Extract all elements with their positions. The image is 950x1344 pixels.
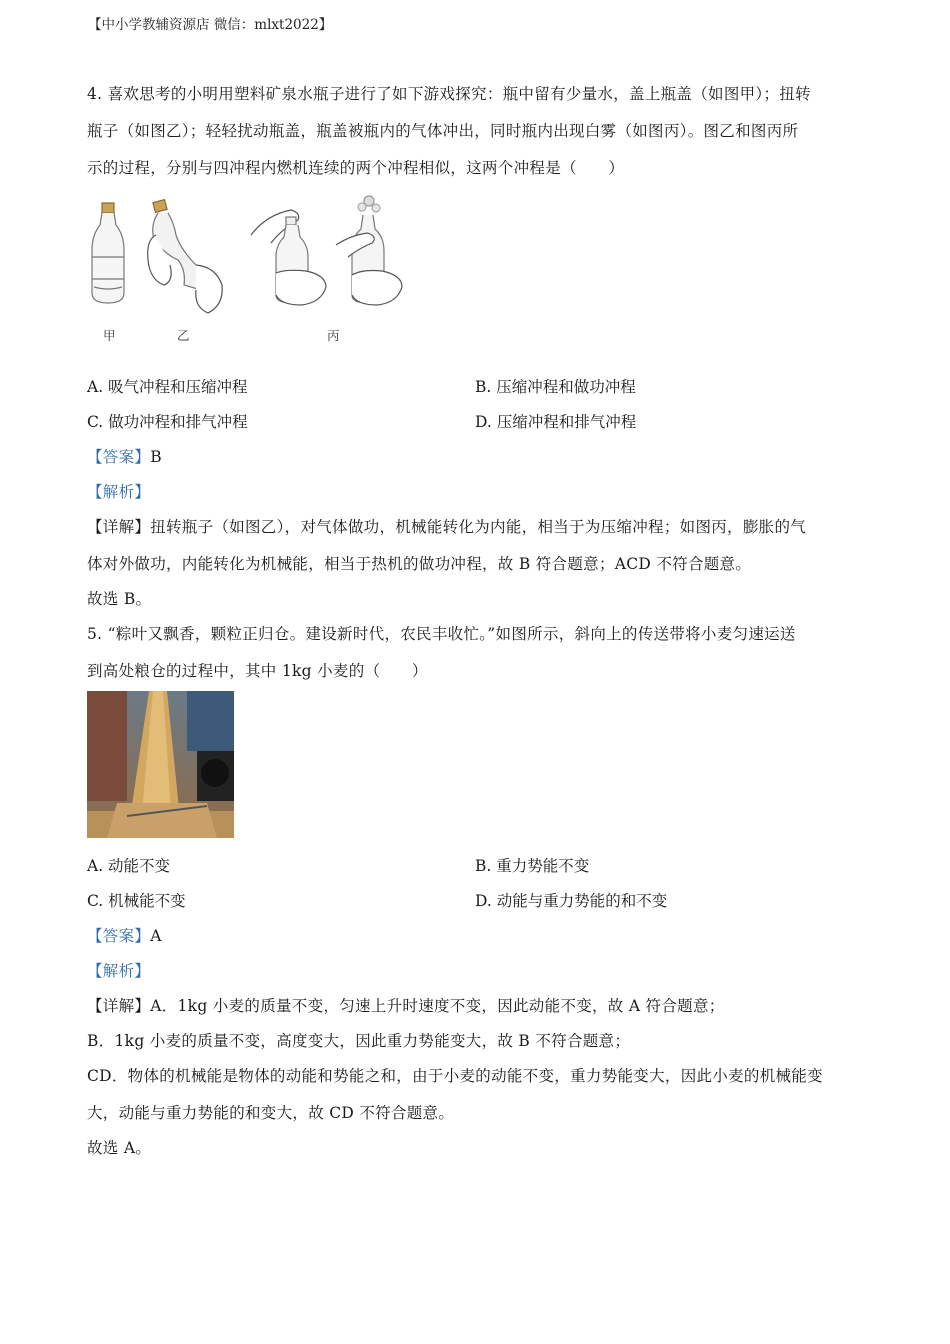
q5-answer [87,924,162,946]
q4-text-line-3: 示的过程，分别与四冲程内燃机连续的两个冲程相似，这两个冲程是（ ） [87,159,625,177]
q5-option-c: C. 机械能不变 [87,892,186,910]
detail-text: 扭转瓶子（如图乙），对气体做功，机械能转化为内能，相当于为压缩冲程；如图丙，膨胀的气 [150,518,807,536]
caption-yi: 乙 [177,328,190,343]
q5-option-d: D. 动能与重力势能的和不变 [475,892,668,910]
q4-detail-line-1 [87,515,806,537]
bottle-jia-icon [92,203,124,303]
q5-detail-line-5: 故选 A。 [87,1139,152,1157]
q5-detail-line-1 [87,994,725,1016]
answer-value: B [150,448,162,466]
page-header: 【中小学教辅资源店 微信：mlxt2022】 [88,17,333,33]
q5-text-line-2: 到高处粮仓的过程中，其中 1kg 小麦的（ ） [87,662,428,680]
bottle-bing-2-icon [336,196,402,305]
q4-option-b: B. 压缩冲程和做功冲程 [475,378,636,396]
conveyor-photo [87,691,234,838]
q5-detail-line-3: CD．物体的机械能是物体的动能和势能之和，由于小麦的动能不变，重力势能变大，因此小麦的机械能变 [87,1067,823,1085]
bottle-figure [86,195,416,320]
q4-analysis-tag: 【解析】 [87,483,151,501]
q4-option-d: D. 压缩冲程和排气冲程 [475,413,637,431]
q5-analysis-tag: 【解析】 [87,962,151,980]
q5-text-line-1: 5. “粽叶又飘香，颗粒正归仓。建设新时代，农民丰收忙。”如图所示，斜向上的传送带将小麦匀速运送 [87,625,796,643]
caption-bing: 丙 [327,328,340,343]
q4-text-line-1: 4. 喜欢思考的小明用塑料矿泉水瓶子进行了如下游戏探究：瓶中留有少量水，盖上瓶盖（如图甲）；扭转 [87,85,811,103]
answer-value: A [150,927,162,945]
q4-option-c: C. 做功冲程和排气冲程 [87,413,248,431]
detail-tag: 【详解】 [87,518,151,536]
q4-text-line-2: 瓶子（如图乙）；轻轻扰动瓶盖，瓶盖被瓶内的气体冲出，同时瓶内出现白雾（如图丙）。图乙和图丙所 [87,122,799,140]
detail-text: A．1kg 小麦的质量不变，匀速上升时速度不变，因此动能不变，故 A 符合题意； [150,997,725,1015]
q4-detail-line-2: 体对外做功，内能转化为机械能，相当于热机的做功冲程，故 B 符合题意；ACD 不符合题意。 [87,555,752,573]
answer-tag: 【答案】 [87,927,151,945]
q5-detail-line-4: 大，动能与重力势能的和变大，故 CD 不符合题意。 [87,1104,455,1122]
bottle-yi-icon [148,200,223,313]
q4-option-a: A. 吸气冲程和压缩冲程 [87,378,248,396]
conveyor-belt-photo-illustration [87,691,234,838]
bottle-experiment-illustration [86,195,416,320]
detail-tag: 【详解】 [87,997,151,1015]
q5-option-a: A. 动能不变 [87,857,171,875]
answer-tag: 【答案】 [87,448,151,466]
q4-detail-line-3: 故选 B。 [87,590,152,608]
q5-detail-line-2: B．1kg 小麦的质量不变，高度变大，因此重力势能变大，故 B 不符合题意； [87,1032,631,1050]
q5-option-b: B. 重力势能不变 [475,857,590,875]
caption-jia: 甲 [103,328,116,343]
bottle-bing-1-icon [251,210,326,305]
q4-answer [87,445,162,467]
